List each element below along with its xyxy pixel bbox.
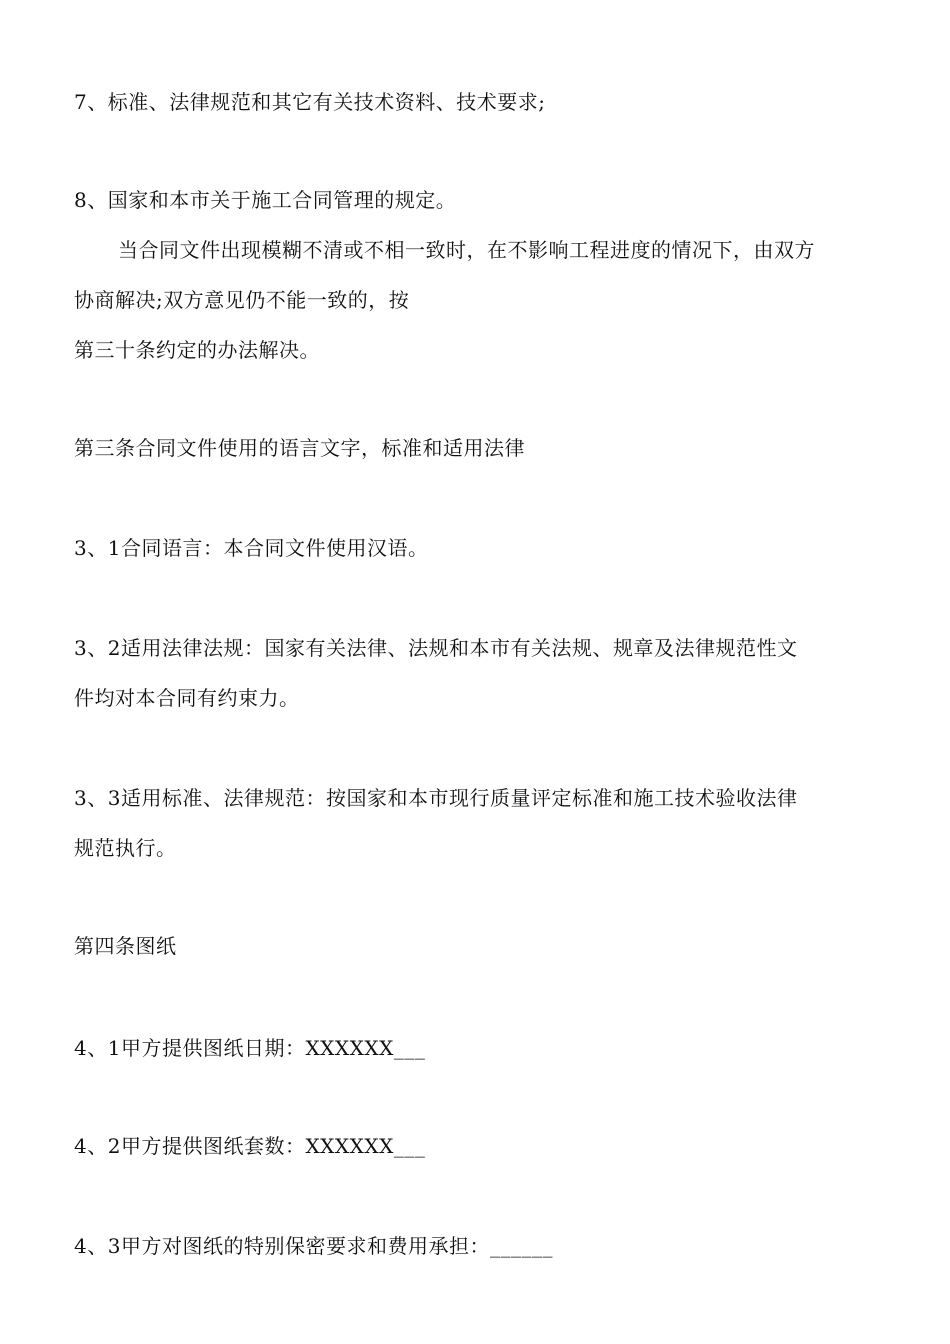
article-3-heading: 第三条合同文件使用的语言文字，标准和适用法律: [74, 436, 525, 460]
clause-4-3: 4、3甲方对图纸的特别保密要求和费用承担：______: [74, 1234, 553, 1258]
paragraph-line-3: 第三十条约定的办法解决。: [74, 338, 320, 362]
paragraph-line-1: 当合同文件出现模糊不清或不相一致时，在不影响工程进度的情况下，由双方: [118, 238, 815, 262]
clause-3-3-line-2: 规范执行。: [74, 836, 177, 860]
clause-4-1: 4、1甲方提供图纸日期：XXXXXX___: [74, 1036, 426, 1060]
clause-7: 7、标准、法律规范和其它有关技术资料、技术要求;: [74, 90, 546, 114]
clause-8: 8、国家和本市关于施工合同管理的规定。: [74, 188, 457, 212]
article-4-heading: 第四条图纸: [74, 934, 177, 958]
clause-3-2-line-2: 件均对本合同有约束力。: [74, 686, 300, 710]
paragraph-line-2: 协商解决;双方意见仍不能一致的，按: [74, 288, 410, 312]
clause-3-2-line-1: 3、2适用法律法规：国家有关法律、法规和本市有关法规、规章及法律规范性文: [74, 636, 798, 660]
clause-3-3-line-1: 3、3适用标准、法律规范：按国家和本市现行质量评定标准和施工技术验收法律: [74, 786, 798, 810]
clause-3-1: 3、1合同语言：本合同文件使用汉语。: [74, 536, 429, 560]
clause-4-2: 4、2甲方提供图纸套数：XXXXXX___: [74, 1134, 426, 1158]
